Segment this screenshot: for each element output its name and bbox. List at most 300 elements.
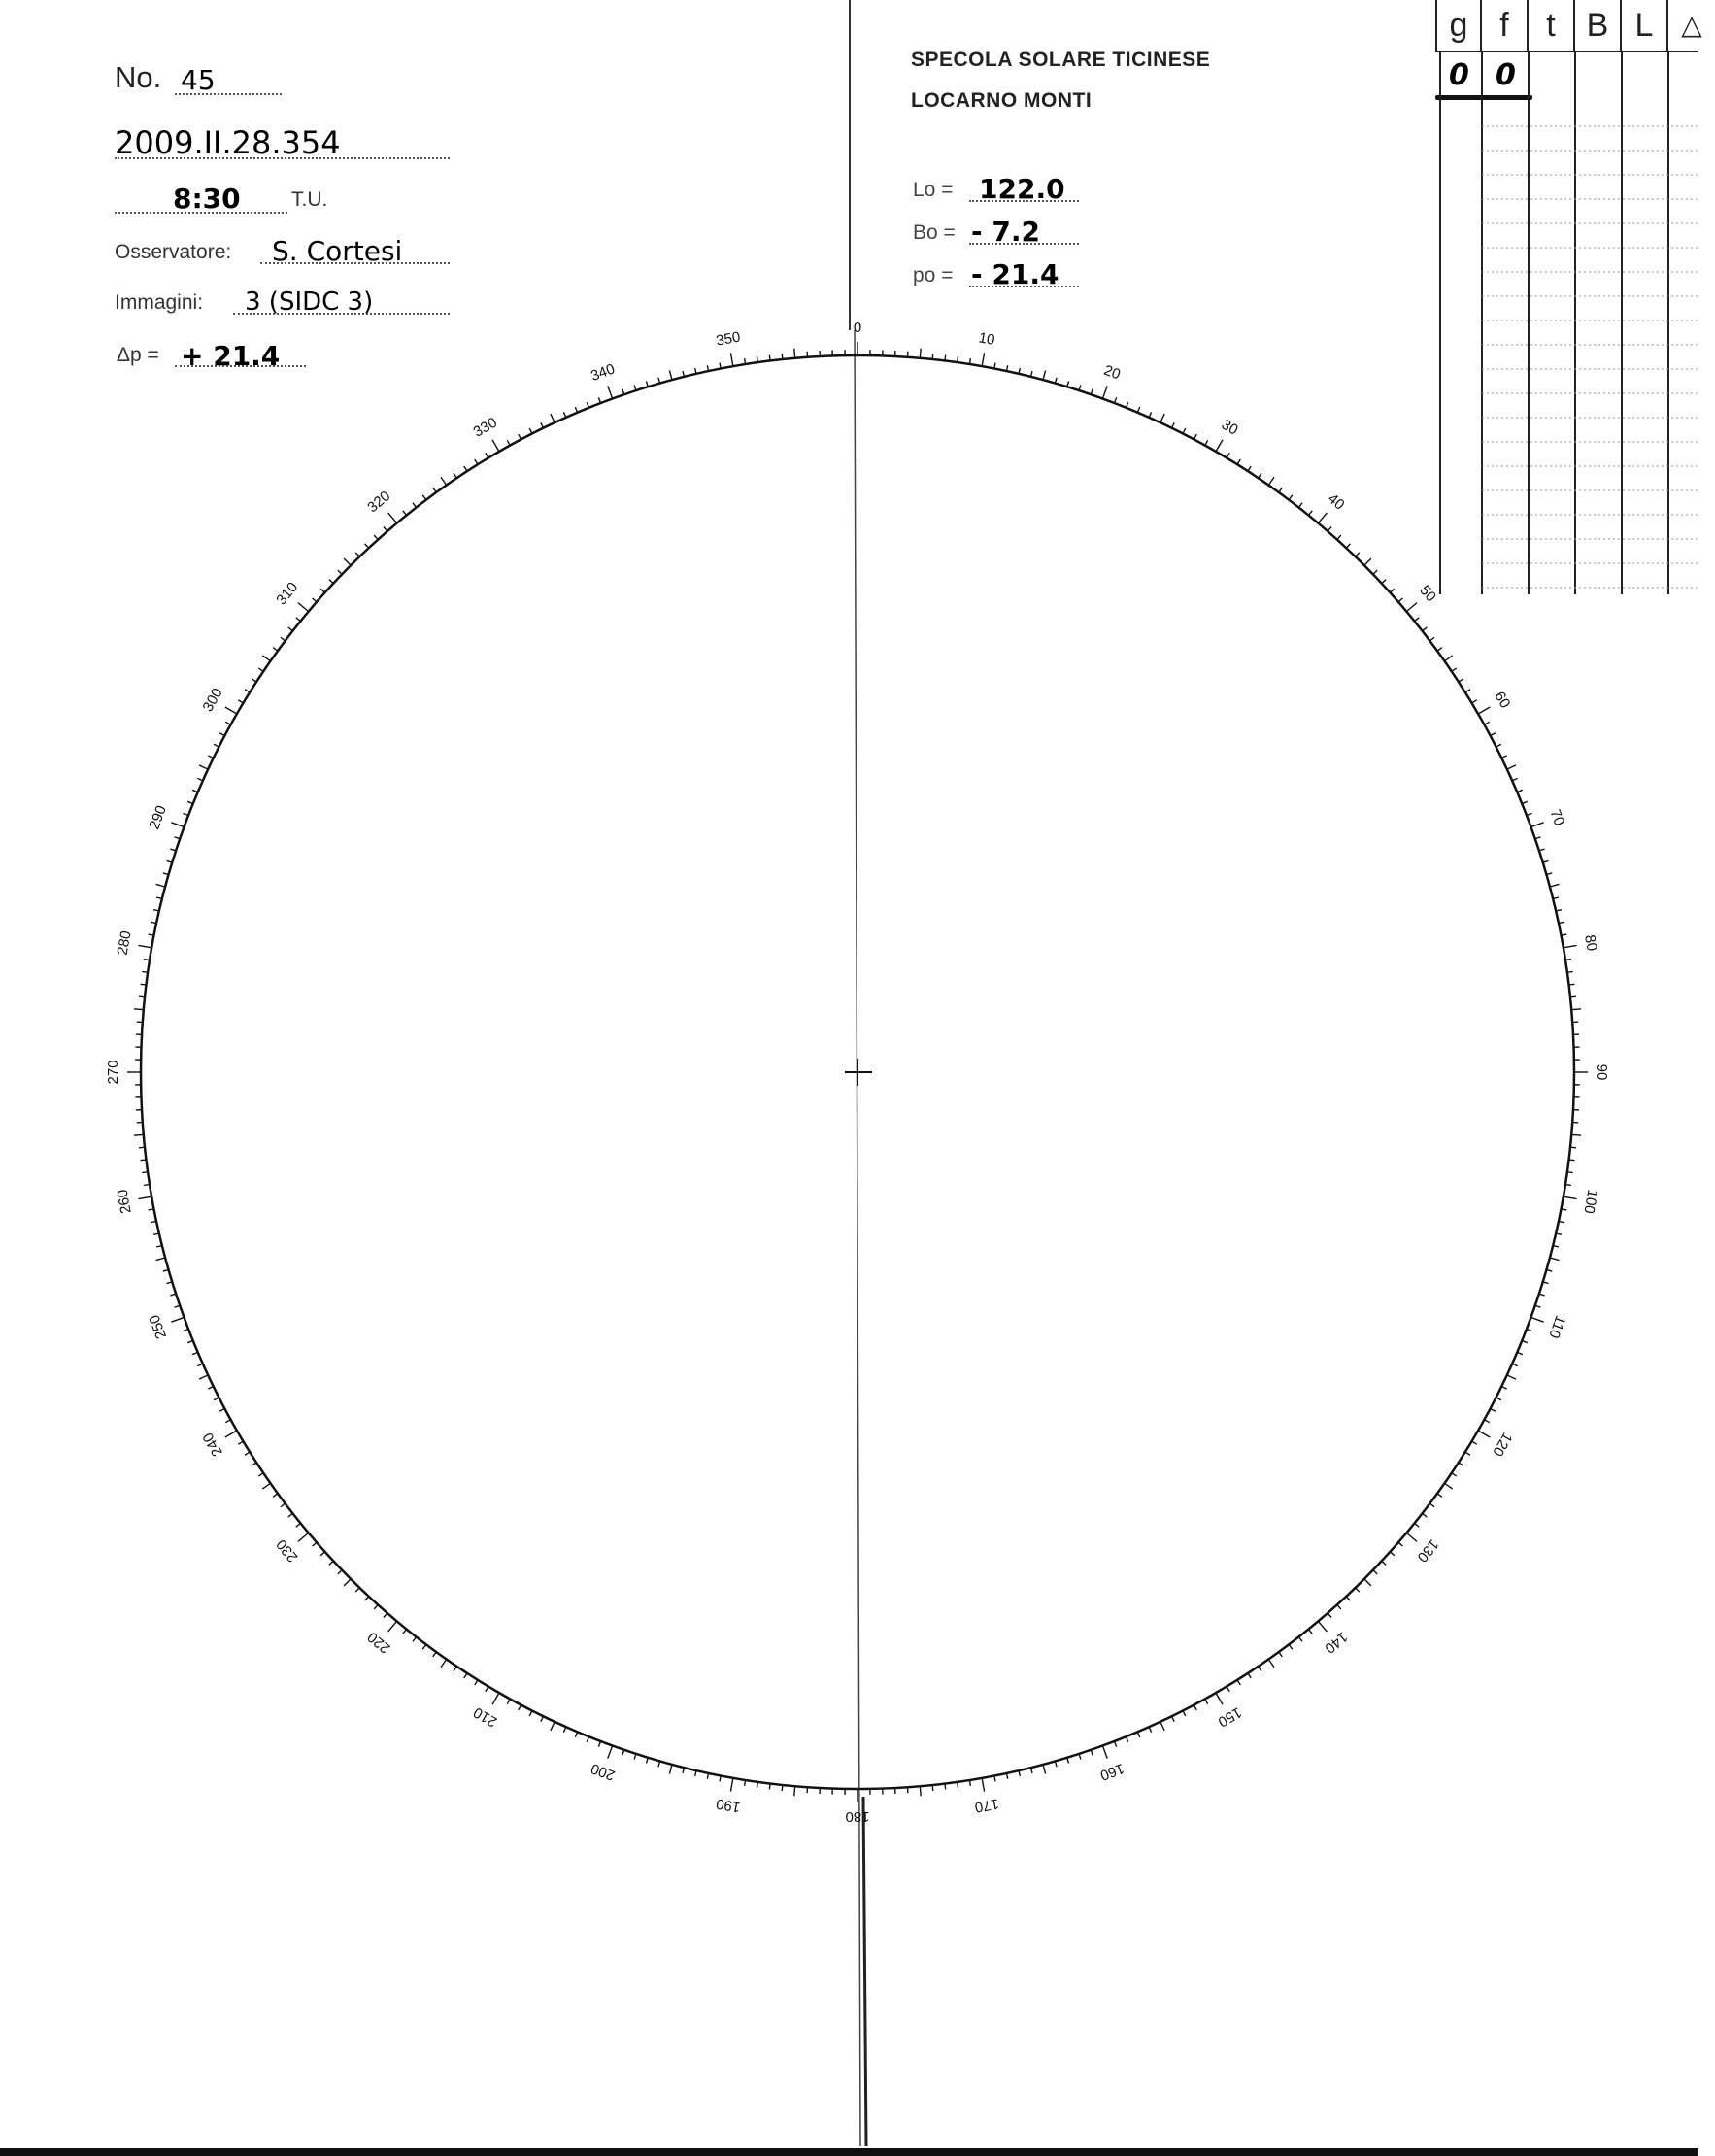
degree-tick <box>1268 1660 1274 1668</box>
degree-tick <box>329 1561 333 1565</box>
degree-tick <box>541 422 544 427</box>
degree-tick <box>144 1184 150 1185</box>
degree-label-130: 130 <box>1413 1535 1442 1566</box>
degree-tick <box>1465 690 1470 692</box>
central-meridian-line <box>855 330 860 2146</box>
degree-tick <box>208 1387 213 1390</box>
time-value[interactable]: 8:30 <box>173 183 241 215</box>
degree-tick <box>1429 1503 1434 1507</box>
degree-tick <box>175 837 181 839</box>
degree-tick <box>1172 1716 1175 1721</box>
degree-tick <box>344 1579 351 1586</box>
degree-tick <box>214 1398 219 1400</box>
degree-label-250: 250 <box>146 1312 170 1341</box>
degree-tick <box>1091 1750 1093 1756</box>
degree-tick <box>1194 434 1196 439</box>
degree-tick <box>1398 1542 1403 1546</box>
degree-tick <box>1564 1196 1577 1198</box>
degree-tick <box>1279 488 1283 492</box>
degree-label-330: 330 <box>470 414 500 441</box>
degree-label-110: 110 <box>1545 1313 1569 1341</box>
degree-tick <box>622 1750 624 1756</box>
degree-tick <box>138 945 151 947</box>
degree-tick <box>171 823 184 827</box>
degree-tick <box>433 1652 437 1657</box>
degree-tick <box>365 544 369 548</box>
degree-tick <box>794 349 795 358</box>
degree-tick <box>225 1431 237 1437</box>
degree-tick <box>454 1667 456 1671</box>
degree-tick <box>1102 1745 1107 1758</box>
degree-tick <box>388 1621 397 1632</box>
table-header-f: f <box>1482 0 1529 51</box>
observatory-name: SPECOLA SOLARE TICINESE <box>911 49 1211 71</box>
degree-tick <box>142 971 148 972</box>
degree-label-40: 40 <box>1324 489 1348 514</box>
degree-tick <box>969 358 970 364</box>
table-header-g: g <box>1435 0 1482 51</box>
degree-tick <box>1227 453 1229 457</box>
degree-tick <box>1364 1579 1371 1586</box>
degree-tick <box>1289 495 1293 500</box>
degree-tick <box>920 349 921 358</box>
degree-tick <box>155 884 165 887</box>
degree-tick <box>669 370 672 380</box>
degree-tick <box>1390 1552 1394 1556</box>
degree-tick <box>794 1786 795 1796</box>
degree-tick <box>199 765 208 769</box>
degree-tick <box>1091 389 1093 395</box>
time-unit-label: T.U. <box>291 188 328 211</box>
degree-tick <box>262 656 270 661</box>
degree-tick <box>441 477 447 485</box>
degree-label-220: 220 <box>364 1628 394 1657</box>
degree-tick <box>551 1722 555 1731</box>
degree-tick <box>1205 440 1208 445</box>
images-label: Immagini: <box>115 291 204 314</box>
L0-value[interactable]: 122.0 <box>979 173 1065 205</box>
degree-tick <box>1356 553 1360 556</box>
degree-tick <box>288 1513 293 1517</box>
degree-tick <box>1445 1483 1453 1489</box>
degree-tick <box>475 459 478 464</box>
degree-tick <box>1491 1408 1496 1411</box>
degree-tick <box>1298 1637 1302 1642</box>
degree-tick <box>932 1785 933 1791</box>
degree-tick <box>1539 849 1545 851</box>
degree-label-150: 150 <box>1215 1703 1245 1731</box>
degree-label-20: 20 <box>1101 361 1123 384</box>
degree-tick <box>1390 589 1394 592</box>
degree-tick <box>1382 580 1386 584</box>
degree-tick <box>1501 756 1506 758</box>
degree-tick <box>1067 382 1069 387</box>
degree-tick <box>1478 707 1490 714</box>
degree-tick <box>492 1693 499 1704</box>
degree-tick <box>1160 414 1164 422</box>
degree-tick <box>1530 823 1543 827</box>
number-label: No. <box>115 60 162 94</box>
degree-tick <box>252 679 256 682</box>
degree-tick <box>646 1758 648 1764</box>
degree-tick <box>1067 1758 1069 1764</box>
degree-tick <box>313 1542 318 1546</box>
degree-tick <box>1539 1294 1545 1296</box>
degree-tick <box>1216 440 1223 452</box>
degree-label-350: 350 <box>715 328 742 350</box>
degree-tick <box>384 1613 387 1618</box>
degree-label-300: 300 <box>199 685 226 715</box>
degree-label-70: 70 <box>1546 807 1568 828</box>
degree-tick <box>541 1716 544 1721</box>
degree-tick <box>433 488 437 492</box>
observatory-location: LOCARNO MONTI <box>911 89 1093 112</box>
degree-tick <box>338 570 342 574</box>
degree-tick <box>413 503 417 508</box>
degree-tick <box>403 511 407 516</box>
degree-tick <box>1496 1398 1501 1400</box>
degree-tick <box>252 1463 256 1465</box>
degree-tick <box>1507 765 1516 769</box>
degree-tick <box>313 598 318 602</box>
degree-label-160: 160 <box>1097 1760 1127 1784</box>
p0-label: po = <box>913 264 954 286</box>
degree-tick <box>1567 1172 1573 1173</box>
degree-label-290: 290 <box>146 803 170 832</box>
degree-tick <box>1569 984 1575 985</box>
degree-tick <box>1484 722 1489 724</box>
degree-tick <box>238 700 243 703</box>
degree-tick <box>646 382 648 387</box>
degree-tick <box>199 1375 208 1379</box>
degree-tick <box>1445 656 1453 661</box>
degree-tick <box>365 1597 369 1600</box>
degree-tick <box>141 1160 147 1161</box>
degree-tick <box>782 1785 783 1791</box>
degree-tick <box>245 1452 250 1455</box>
degree-tick <box>1543 1282 1549 1284</box>
images-value[interactable]: 3 (SIDC 3) <box>245 287 374 317</box>
degree-tick <box>730 1778 732 1792</box>
degree-tick <box>920 1786 921 1796</box>
number-value[interactable]: 45 <box>181 64 216 96</box>
degree-tick <box>225 722 230 724</box>
degree-tick <box>1172 422 1175 427</box>
degree-tick <box>1237 1680 1240 1685</box>
degree-tick <box>374 1604 378 1608</box>
degree-tick <box>175 1305 181 1307</box>
degree-tick <box>1550 884 1560 887</box>
degree-tick <box>167 860 173 862</box>
degree-label-340: 340 <box>588 360 618 385</box>
degree-tick <box>1484 1420 1489 1423</box>
degree-tick <box>1308 1630 1312 1634</box>
degree-tick <box>1452 668 1457 671</box>
degree-tick <box>969 1780 970 1786</box>
degree-tick <box>155 1258 165 1261</box>
degree-label-120: 120 <box>1489 1430 1516 1460</box>
axis-extension-bottom <box>863 1797 866 2146</box>
date-value[interactable]: 2009.II.28.354 <box>115 124 341 161</box>
degree-label-190: 190 <box>715 1795 742 1816</box>
degree-tick <box>1079 1754 1081 1760</box>
degree-tick <box>486 453 488 457</box>
degree-tick <box>519 1705 521 1710</box>
degree-tick <box>1535 837 1541 839</box>
degree-tick <box>219 733 224 736</box>
degree-tick <box>475 1680 478 1685</box>
observer-label: Osservatore: <box>115 241 232 263</box>
degree-label-200: 200 <box>588 1760 618 1784</box>
degree-tick <box>730 353 732 366</box>
degree-tick <box>1565 1184 1571 1185</box>
degree-tick <box>338 1570 342 1574</box>
degree-tick <box>139 1147 145 1148</box>
degree-tick <box>945 355 946 361</box>
degree-tick <box>608 1745 613 1758</box>
table-header-t: t <box>1529 0 1575 51</box>
degree-tick <box>1459 679 1463 682</box>
degree-tick <box>1346 544 1350 548</box>
degree-tick <box>492 440 499 452</box>
degree-tick <box>320 589 324 592</box>
degree-tick <box>225 1420 230 1423</box>
degree-tick <box>1237 459 1240 464</box>
degree-tick <box>384 527 387 532</box>
degree-tick <box>1569 1160 1575 1161</box>
degree-tick <box>298 1533 309 1541</box>
delta-p-label: Δp = <box>117 344 159 366</box>
degree-tick <box>355 553 359 556</box>
degree-tick <box>219 1408 224 1411</box>
degree-tick <box>1318 1621 1327 1632</box>
degree-tick <box>141 984 147 985</box>
cell-g-row1[interactable]: 0 <box>1449 58 1469 92</box>
degree-tick <box>669 1765 672 1774</box>
degree-tick <box>245 690 250 692</box>
degree-tick <box>320 1552 324 1556</box>
degree-tick <box>1478 1431 1490 1437</box>
degree-tick <box>745 1780 746 1786</box>
degree-label-320: 320 <box>364 488 394 517</box>
degree-tick <box>1102 386 1107 398</box>
degree-tick <box>388 513 397 523</box>
degree-tick <box>1318 513 1327 523</box>
degree-tick <box>1564 945 1577 947</box>
degree-label-310: 310 <box>273 579 302 609</box>
degree-tick <box>1550 1258 1560 1261</box>
degree-tick <box>464 466 467 471</box>
cell-f-row1[interactable]: 0 <box>1496 58 1516 92</box>
degree-tick <box>1043 1765 1046 1774</box>
degree-tick <box>1194 1705 1196 1710</box>
degree-tick <box>932 354 933 359</box>
L0-label: Lo = <box>913 179 954 201</box>
degree-tick <box>171 1317 184 1322</box>
degree-label-80: 80 <box>1581 933 1600 953</box>
degree-tick <box>745 358 746 364</box>
degree-tick <box>1373 570 1377 574</box>
degree-tick <box>1328 527 1331 532</box>
degree-tick <box>1337 535 1341 539</box>
degree-tick <box>214 744 219 747</box>
degree-tick <box>1289 1644 1293 1649</box>
degree-tick <box>634 385 636 390</box>
degree-tick <box>1423 627 1428 631</box>
degree-tick <box>225 707 237 714</box>
B0-label: Bo = <box>913 221 956 244</box>
degree-tick <box>1437 1494 1442 1498</box>
degree-tick <box>258 668 263 671</box>
degree-tick <box>296 1523 301 1527</box>
degree-tick <box>1308 511 1312 516</box>
degree-tick <box>1507 1375 1516 1379</box>
degree-tick <box>454 473 456 478</box>
degree-label-0: 0 <box>853 319 862 336</box>
degree-tick <box>1346 1597 1350 1600</box>
degree-tick <box>1268 477 1274 485</box>
degree-tick <box>413 1637 417 1642</box>
degree-label-30: 30 <box>1218 416 1241 439</box>
degree-label-60: 60 <box>1491 689 1514 712</box>
degree-tick <box>167 1282 173 1284</box>
degree-tick <box>1472 700 1477 703</box>
degree-tick <box>982 1778 984 1792</box>
degree-tick <box>170 849 176 851</box>
degree-tick <box>551 414 555 422</box>
degree-label-260: 260 <box>114 1188 135 1215</box>
degree-tick <box>441 1660 447 1668</box>
degree-tick <box>1259 473 1261 478</box>
degree-tick <box>1472 1441 1477 1444</box>
degree-tick <box>1227 1687 1229 1692</box>
degree-tick <box>1328 1613 1331 1618</box>
delta-p-value[interactable]: + 21.4 <box>181 340 281 372</box>
degree-tick <box>1465 1452 1470 1455</box>
degree-tick <box>945 1784 946 1790</box>
degree-tick <box>262 1483 270 1489</box>
degree-tick <box>1530 1317 1543 1322</box>
degree-tick <box>134 1009 144 1010</box>
degree-tick <box>507 1699 510 1703</box>
table-header-B: B <box>1575 0 1622 51</box>
degree-tick <box>1398 598 1403 602</box>
degree-label-210: 210 <box>470 1703 500 1731</box>
degree-tick <box>138 1196 151 1198</box>
degree-tick <box>422 1644 426 1649</box>
degree-label-100: 100 <box>1580 1188 1601 1215</box>
degree-tick <box>1535 1305 1541 1307</box>
degree-tick <box>1459 1463 1463 1465</box>
degree-tick <box>622 389 624 395</box>
degree-tick <box>374 535 378 539</box>
degree-tick <box>208 756 213 758</box>
degree-tick <box>142 1172 148 1173</box>
degree-tick <box>1437 648 1442 652</box>
degree-tick <box>1183 428 1186 433</box>
degree-tick <box>288 627 293 631</box>
degree-tick <box>1567 971 1573 972</box>
degree-tick <box>281 637 286 641</box>
degree-tick <box>486 1687 488 1692</box>
degree-label-280: 280 <box>114 929 135 957</box>
table-header-L: L <box>1622 0 1668 51</box>
p0-value[interactable]: - 21.4 <box>971 258 1059 290</box>
degree-tick <box>1423 1513 1428 1517</box>
B0-value[interactable]: - 7.2 <box>971 216 1040 248</box>
degree-tick <box>1415 618 1420 622</box>
observer-value[interactable]: S. Cortesi <box>272 235 403 267</box>
degree-tick <box>273 1494 278 1498</box>
degree-label-50: 50 <box>1416 582 1440 606</box>
degree-tick <box>1429 637 1434 641</box>
degree-tick <box>1183 1711 1186 1716</box>
degree-label-180: 180 <box>845 1808 870 1826</box>
degree-tick <box>1298 503 1302 508</box>
degree-tick <box>1079 385 1081 390</box>
degree-tick <box>519 434 521 439</box>
degree-tick <box>298 603 309 612</box>
degree-tick <box>1382 1561 1386 1565</box>
degree-label-10: 10 <box>977 329 996 349</box>
degree-tick <box>1496 744 1501 747</box>
degree-tick <box>1570 996 1576 997</box>
degree-tick <box>1259 1667 1261 1671</box>
degree-tick <box>1543 860 1549 862</box>
degree-tick <box>1571 1134 1581 1135</box>
degree-tick <box>1571 1009 1581 1010</box>
degree-tick <box>1337 1604 1341 1608</box>
degree-tick <box>1160 1722 1164 1731</box>
degree-tick <box>139 996 145 997</box>
degree-tick <box>1364 558 1371 565</box>
degree-tick <box>1043 370 1046 380</box>
degree-tick <box>1406 603 1417 612</box>
degree-tick <box>529 428 532 433</box>
degree-label-170: 170 <box>973 1795 1000 1816</box>
degree-tick <box>344 558 351 565</box>
degree-tick <box>355 1588 359 1592</box>
degree-tick <box>329 580 333 584</box>
degree-label-270: 270 <box>104 1060 121 1085</box>
degree-tick <box>529 1711 532 1716</box>
degree-tick <box>170 1294 176 1296</box>
degree-tick <box>403 1630 407 1634</box>
degree-tick <box>769 1784 770 1790</box>
degree-tick <box>281 1503 286 1507</box>
degree-tick <box>769 355 770 361</box>
degree-label-230: 230 <box>273 1535 302 1566</box>
degree-tick <box>507 440 510 445</box>
degree-tick <box>1491 733 1496 736</box>
degree-tick <box>296 618 301 622</box>
degree-tick <box>464 1673 467 1678</box>
degree-tick <box>1415 1523 1420 1527</box>
degree-label-140: 140 <box>1321 1628 1351 1657</box>
degree-tick <box>1501 1387 1506 1390</box>
degree-tick <box>982 353 984 366</box>
degree-tick <box>1248 1673 1251 1678</box>
degree-tick <box>782 354 783 359</box>
degree-tick <box>273 648 278 652</box>
degree-tick <box>1248 466 1251 471</box>
degree-tick <box>134 1134 144 1135</box>
degree-tick <box>1216 1693 1223 1704</box>
degree-tick <box>258 1473 263 1476</box>
degree-label-90: 90 <box>1594 1063 1611 1081</box>
degree-label-240: 240 <box>199 1430 226 1460</box>
degree-tick <box>1356 1588 1360 1592</box>
